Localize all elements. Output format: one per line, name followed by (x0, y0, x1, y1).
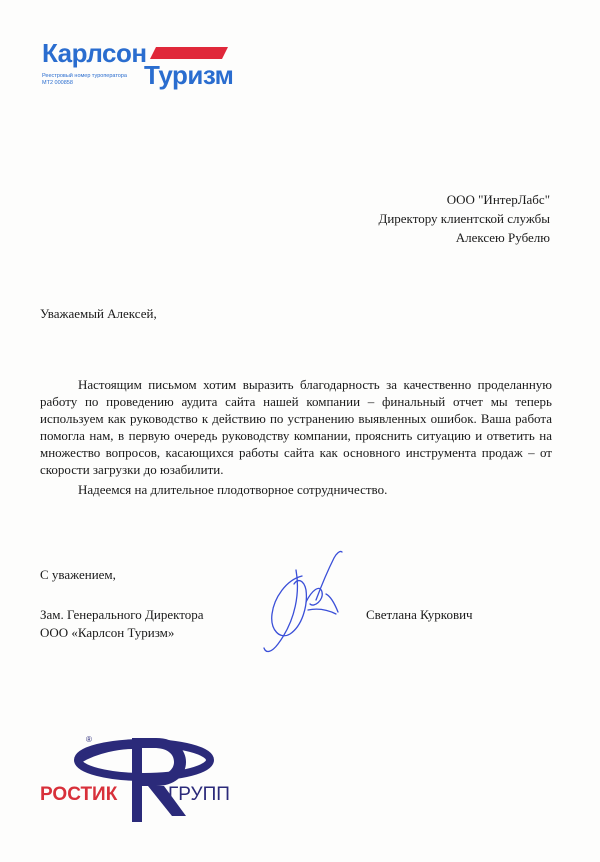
body-paragraph-1: Настоящим письмом хотим выразить благодарность за качественно проделанную работу по проведению аудита сайта нашей компании – финальный отчет мы теперь используем как руководство к действию по устранению выявленных ошибок. Ваша работа помогла нам, в первую очередь руководству компании, прояснить ситуацию и ответить на множество вопросов, касающихся работы сайта как основного инструмента продаж – от скорости загрузки до юзабилити. (40, 377, 552, 477)
signer-title-block (40, 606, 204, 642)
salutation: Уважаемый Алексей, (40, 306, 157, 321)
body-paragraph-2: Надеемся на длительное плодотворное сотрудничество. (78, 482, 388, 497)
footer-word-right: ГРУПП (168, 784, 230, 805)
recipient-name: Алексею Рубелю (455, 230, 550, 245)
footer-logo-rostik-grupp (36, 728, 246, 838)
letter-body (40, 376, 552, 478)
signer-name: Светлана Куркович (366, 607, 473, 622)
recipient-company: ООО "ИнтерЛабс" (446, 192, 550, 207)
footer-registered-mark: ® (86, 735, 92, 744)
footer-word-left: РОСТИК (40, 784, 118, 805)
logo-registry-line2: МТ2 000858 (42, 80, 73, 86)
recipient-block (378, 190, 550, 247)
handwritten-signature (256, 540, 366, 660)
logo-red-stripe-icon (150, 47, 228, 59)
company-logo-karlson (38, 38, 238, 98)
logo-registry-line1: Реестровый номер туроператора (42, 73, 127, 79)
signer-title-line2: ООО «Карлсон Туризм» (40, 625, 175, 640)
signer-title-line1: Зам. Генерального Директора (40, 607, 204, 622)
logo-brand-line2: Туризм (144, 60, 234, 90)
rostik-emblem-icon (78, 738, 210, 822)
logo-brand-line1: Карлсон (42, 38, 147, 68)
regards-line: С уважением, (40, 567, 116, 582)
recipient-position: Директору клиентской службы (378, 211, 550, 226)
